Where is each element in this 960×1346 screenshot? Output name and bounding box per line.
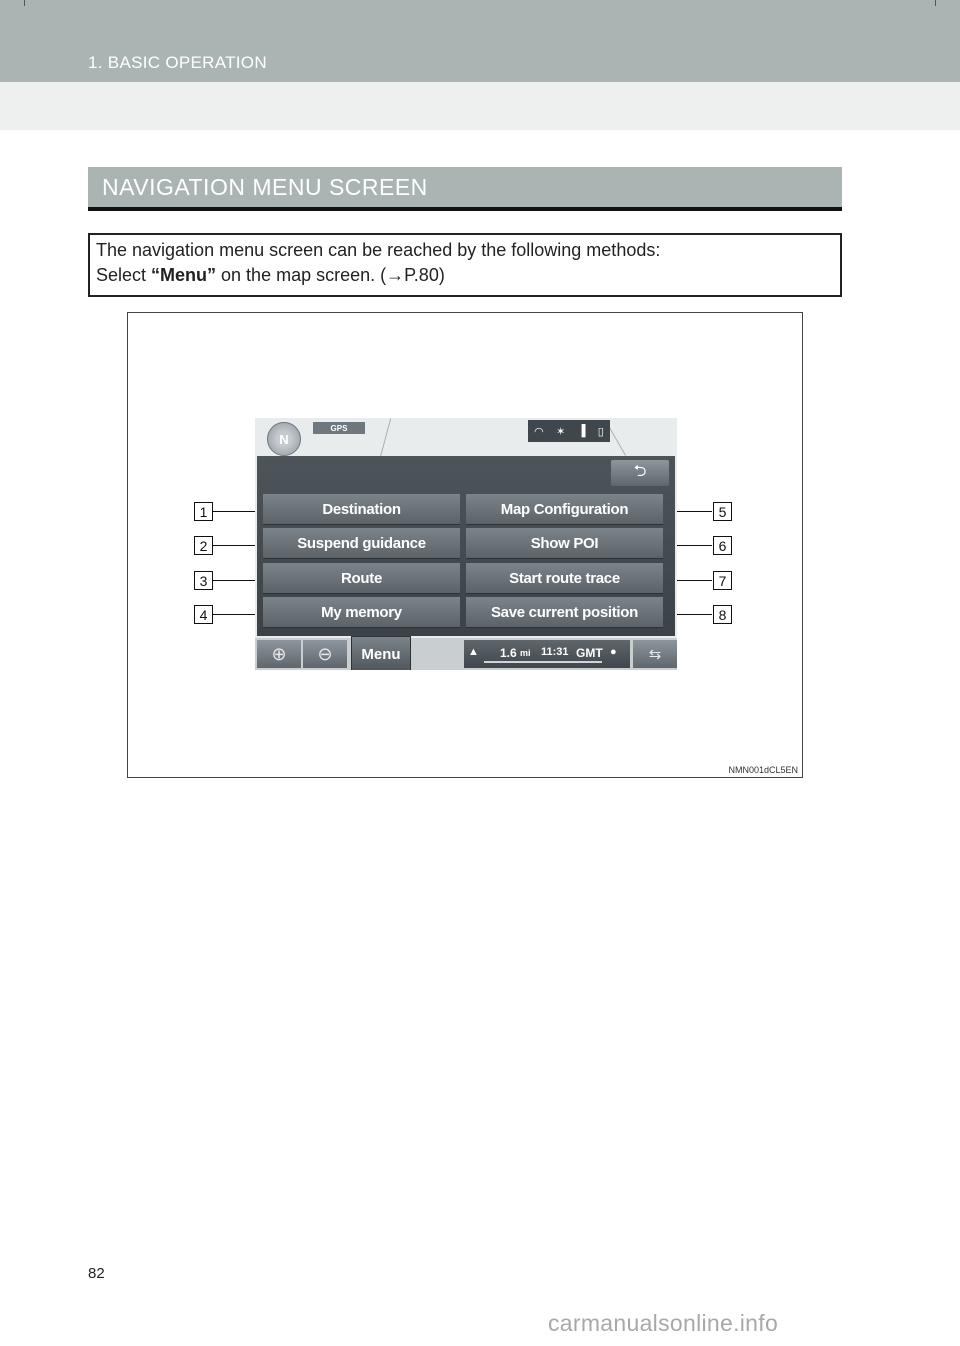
page-number: 82 — [88, 1265, 105, 1282]
start-route-trace-button[interactable]: Start route trace — [466, 563, 663, 593]
my-memory-button[interactable]: My memory — [263, 597, 460, 627]
status-icons — [528, 420, 610, 442]
callout-7: 7 — [713, 571, 732, 590]
callout-6: 6 — [713, 536, 732, 555]
navigation-screen — [255, 418, 677, 670]
map-road-line — [380, 419, 391, 458]
callout-3: 3 — [194, 571, 213, 590]
callout-5: 5 — [713, 502, 732, 521]
info-line-2-prefix: Select — [96, 265, 152, 285]
compass-icon[interactable]: N — [267, 422, 301, 456]
callout-1: 1 — [194, 502, 213, 521]
navigation-menu-panel — [257, 456, 675, 636]
north-up-icon: ▲ — [468, 646, 479, 658]
figure-code: NMN001dCL5EN — [728, 765, 798, 775]
back-button[interactable] — [611, 460, 669, 486]
info-line-2 — [96, 265, 445, 286]
bluetooth-icon: ✶ — [556, 425, 566, 438]
callout-8: 8 — [713, 605, 732, 624]
map-configuration-button[interactable]: Map Configuration — [466, 494, 663, 524]
zoom-out-button[interactable] — [303, 640, 347, 668]
info-box — [88, 233, 842, 297]
header-sub-bar — [0, 82, 960, 130]
callout-2: 2 — [194, 536, 213, 555]
chapter-title: 1. BASIC OPERATION — [88, 53, 267, 72]
crop-mark-right — [935, 0, 936, 6]
show-poi-button[interactable]: Show POI — [466, 528, 663, 558]
scale-value: 1.6 — [500, 646, 517, 660]
scale-unit: mi — [520, 648, 531, 658]
clock-time: 11:31 — [541, 646, 569, 658]
signal-icon: ▐ — [577, 425, 586, 437]
zoom-out-icon: ⊖ — [317, 643, 333, 664]
timezone-label: GMT — [576, 646, 603, 660]
battery-icon: ▯ — [597, 425, 604, 438]
map-bottom-bar — [255, 638, 677, 670]
callout-4: 4 — [194, 605, 213, 624]
reroute-icon: ⇆ — [648, 646, 662, 663]
watermark: carmanualsonline.info — [548, 1310, 779, 1336]
suspend-guidance-button[interactable]: Suspend guidance — [263, 528, 460, 558]
info-line-1: The navigation menu screen can be reached by the following methods: — [96, 240, 661, 260]
wifi-icon: ◠ — [534, 425, 544, 438]
scale-bar-line — [484, 661, 602, 663]
destination-button[interactable]: Destination — [263, 494, 460, 524]
gps-dot-icon: ● — [610, 646, 617, 658]
scale-time-display[interactable] — [464, 640, 630, 668]
section-title: NAVIGATION MENU SCREEN — [102, 174, 428, 200]
zoom-in-icon: ⊕ — [271, 643, 287, 664]
route-button[interactable]: Route — [263, 563, 460, 593]
zoom-in-button[interactable] — [257, 640, 301, 668]
gps-indicator: GPS — [313, 422, 365, 434]
menu-tab-button[interactable]: Menu — [351, 636, 411, 670]
info-line-2-suffix: on the map screen. (→P.80) — [216, 265, 445, 285]
back-arrow-icon: ⮌ — [633, 462, 647, 480]
reroute-button[interactable] — [633, 640, 677, 668]
section-title-bar — [88, 167, 842, 211]
save-current-position-button[interactable]: Save current position — [466, 597, 663, 627]
info-menu-keyword: “Menu” — [151, 265, 217, 285]
crop-mark-left — [24, 0, 25, 6]
